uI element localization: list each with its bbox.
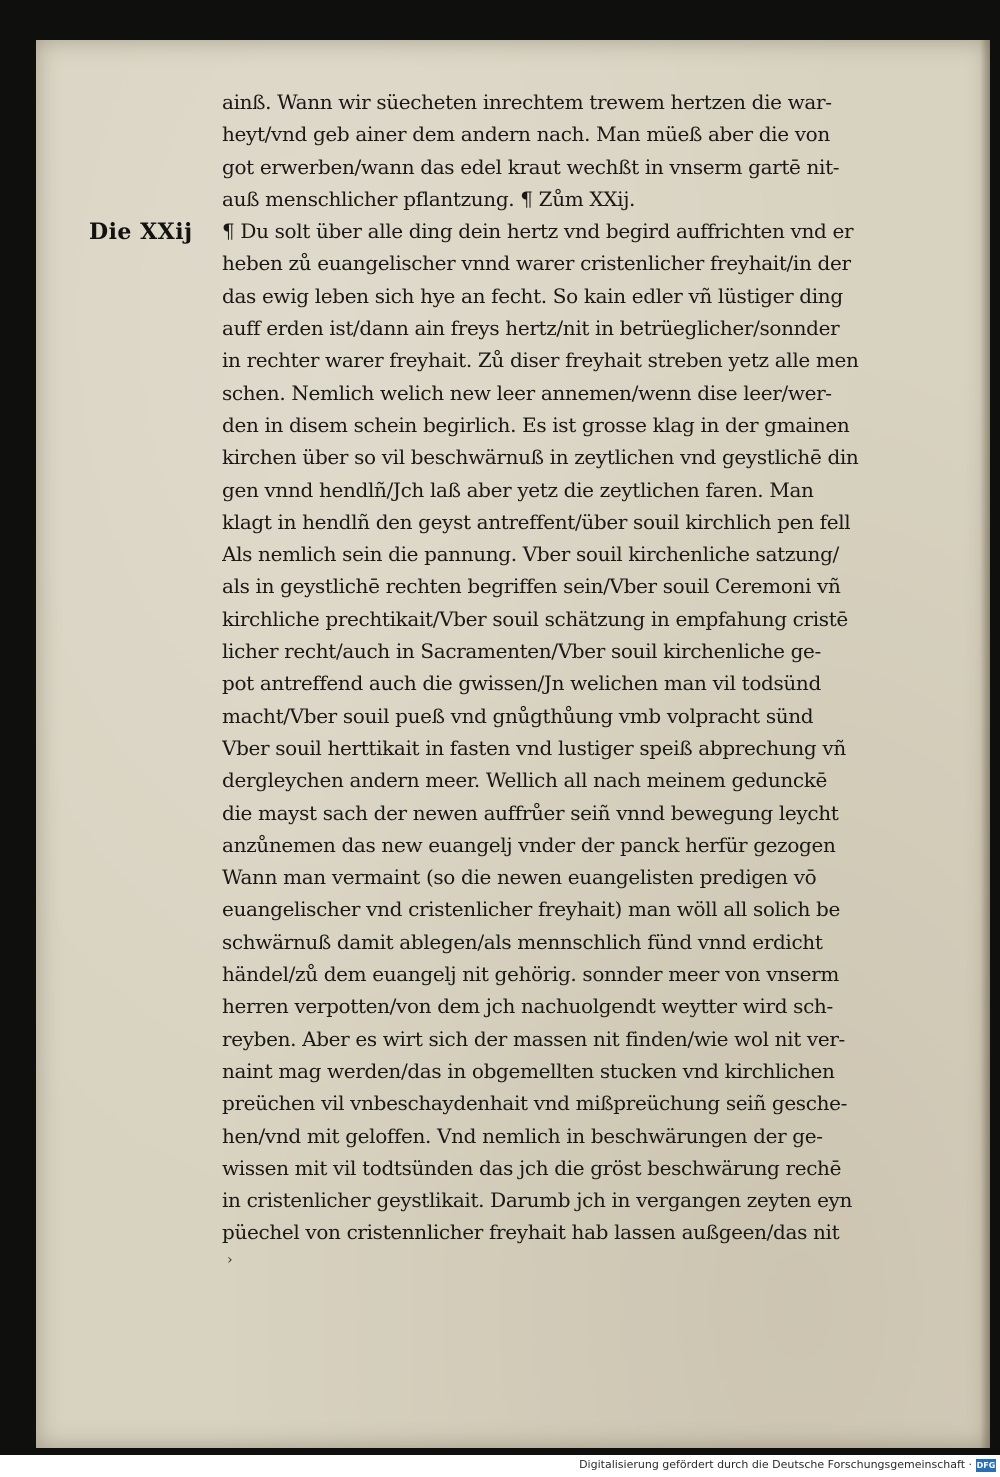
text-line: kirchliche prechtikait/Vber souil schätzung in empfahung cristē <box>222 606 848 631</box>
text-line: Als nemlich sein die pannung. Vber souil kirchenliche satzung/ <box>222 542 839 567</box>
text-line: gen vnnd hendlñ/Jch laß aber yetz die zeytlichen faren. Man <box>222 477 814 502</box>
text-line: püechel von cristennlicher freyhait hab lassen außgeen/das nit <box>222 1220 840 1245</box>
text-line: die mayst sach der newen auffrůer seiñ vnnd bewegung leycht <box>222 800 839 825</box>
text-line: reyben. Aber es wirt sich der massen nit finden/wie wol nit ver- <box>222 1026 845 1051</box>
text-line: auff erden ist/dann ain freys hertz/nit in betrüeglicher/sonnder <box>222 316 840 341</box>
text-line: Vber souil herttikait in fasten vnd lustiger speiß abprechung vñ <box>222 735 846 760</box>
text-line: das ewig leben sich hye an fecht. So kain edler vñ lüstiger ding <box>222 283 843 308</box>
page-edge-shadow <box>980 40 990 1448</box>
text-line: pot antreffend auch die gwissen/Jn welichen man vil todsünd <box>222 671 821 696</box>
text-line: als in geystlichē rechten begriffen sein/Vber souil Ceremoni vñ <box>222 574 841 599</box>
text-line: schen. Nemlich welich new leer annemen/wenn dise leer/wer- <box>222 380 832 405</box>
text-line: licher recht/auch in Sacramenten/Vber souil kirchenliche ge- <box>222 639 821 664</box>
text-line: wissen mit vil todtsünden das jch die gröst beschwärung rechē <box>222 1155 842 1180</box>
text-line: händel/zů dem euangelj nit gehörig. sonnder meer von vnserm <box>222 962 839 987</box>
text-line: euangelischer vnd cristenlicher freyhait) man wöll all solich be <box>222 897 840 922</box>
text-line: dergleychen andern meer. Wellich all nach meinem gedunckē <box>222 768 828 793</box>
margin-note: Die XXij <box>89 219 193 245</box>
text-line: hen/vnd mit geloffen. Vnd nemlich in beschwärungen der ge- <box>222 1123 823 1148</box>
text-line: herren verpotten/von dem jch nachuolgendt weytter wird sch- <box>222 994 833 1019</box>
footer-credit: Digitalisierung gefördert durch die Deutsche Forschungsgemeinschaft · <box>579 1458 972 1471</box>
text-line: anzůnemen das new euangelj vnder der panck herfür gezogen <box>222 832 836 857</box>
text-line: in cristenlicher geystlikait. Darumb jch in vergangen zeyten eyn <box>222 1188 853 1213</box>
text-line: schwärnuß damit ablegen/als mennschlich fünd vnnd erdicht <box>222 929 823 954</box>
text-line: ¶ Du solt über alle ding dein hertz vnd begird auffrichten vnd er <box>222 219 854 244</box>
text-line: kirchen über so vil beschwärnuß in zeytlichen vnd geystlichē din <box>222 445 859 470</box>
text-line: naint mag werden/das in obgemellten stucken vnd kirchlichen <box>222 1058 835 1083</box>
text-line: in rechter warer freyhait. Zů diser freyhait streben yetz alle men <box>222 348 859 373</box>
page-mark: › <box>227 1252 233 1268</box>
text-line: macht/Vber souil pueß vnd gnůgthůung vmb volpracht sünd <box>222 703 814 728</box>
text-line: Wann man vermaint (so die newen euangelisten predigen vō <box>222 865 817 890</box>
text-line: auß menschlicher pflantzung. ¶ Zům XXij. <box>222 186 636 211</box>
text-line: preüchen vil vnbeschaydenhait vnd mißpreüchung seiñ gesche- <box>222 1091 847 1116</box>
text-line: klagt in hendlñ den geyst antreffent/über souil kirchlich pen fell <box>222 509 851 534</box>
text-line: ainß. Wann wir süecheten inrechtem trewem hertzen die war- <box>222 90 832 114</box>
footer-bar <box>0 1455 1000 1477</box>
text-line: den in disem schein begirlich. Es ist grosse klag in der gmainen <box>222 412 850 437</box>
dfg-logo-icon: DFG <box>976 1461 996 1470</box>
text-block <box>222 86 952 1249</box>
text-line: got erwerben/wann das edel kraut wechßt in vnserm gartē nit- <box>222 154 840 179</box>
text-line: heben zů euangelischer vnnd warer cristenlicher freyhait/in der <box>222 251 851 276</box>
text-line: heyt/vnd geb ainer dem andern nach. Man müeß aber die von <box>222 122 830 147</box>
